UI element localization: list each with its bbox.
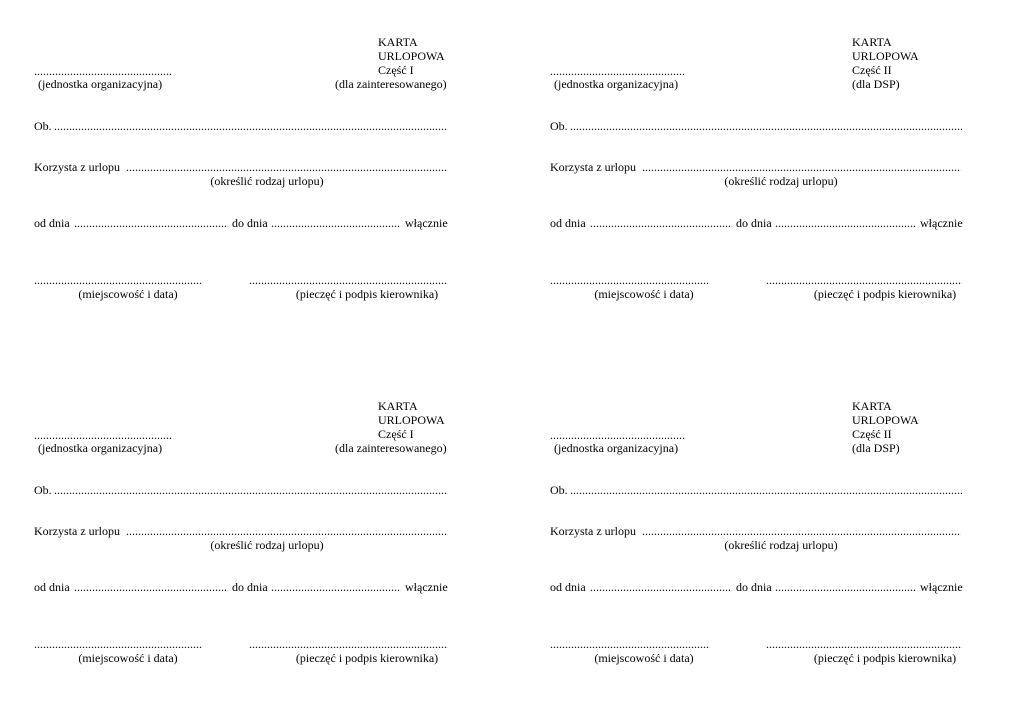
- inclusive-label: włącznie: [405, 216, 448, 230]
- unit-caption: (jednostka organizacyjna): [554, 441, 679, 455]
- unit-field[interactable]: [34, 428, 172, 442]
- card-recipient: (dla DSP): [852, 441, 900, 455]
- from-label: od dnia: [550, 216, 586, 230]
- person-label: Ob.: [550, 119, 568, 133]
- leave-label: Korzysta z urlopu: [34, 524, 120, 538]
- leave-caption: (określić rodzaj urlopu): [210, 174, 324, 188]
- unit-caption: (jednostka organizacyjna): [38, 441, 163, 455]
- unit-field[interactable]: [550, 428, 686, 442]
- place-date-caption: (miejscowość i data): [594, 287, 694, 301]
- card-part: Część II: [852, 427, 892, 441]
- leave-card-part-2-bottom: [550, 398, 970, 698]
- signature-caption: (pieczęć i podpis kierownika): [295, 287, 439, 301]
- leave-label: Korzysta z urlopu: [550, 160, 636, 174]
- place-date-field[interactable]: [34, 273, 202, 287]
- person-field[interactable]: [570, 483, 962, 497]
- leave-type-field[interactable]: [642, 524, 961, 538]
- to-label: do dnia: [736, 216, 772, 230]
- card-title-line2: URLOPOWA: [852, 413, 919, 427]
- unit-caption: (jednostka organizacyjna): [38, 77, 163, 91]
- signature-caption: (pieczęć i podpis kierownika): [813, 287, 957, 301]
- card-recipient: (dla DSP): [852, 77, 900, 91]
- card-part: Część II: [852, 63, 892, 77]
- card-title-line1: KARTA: [852, 399, 892, 413]
- inclusive-label: włącznie: [920, 580, 963, 594]
- leave-label: Korzysta z urlopu: [550, 524, 636, 538]
- signature-field[interactable]: [766, 273, 962, 287]
- unit-caption: (jednostka organizacyjna): [554, 77, 679, 91]
- signature-field[interactable]: [249, 637, 448, 651]
- card-part: Część I: [378, 63, 414, 77]
- place-date-caption: (miejscowość i data): [78, 651, 178, 665]
- leave-type-field[interactable]: [642, 160, 961, 174]
- from-date-field[interactable]: [74, 580, 228, 594]
- from-label: od dnia: [34, 216, 70, 230]
- from-label: od dnia: [550, 580, 586, 594]
- person-label: Ob.: [34, 483, 52, 497]
- to-date-field[interactable]: [775, 580, 916, 594]
- card-title-line2: URLOPOWA: [378, 413, 445, 427]
- leave-card-part-1-top: [34, 34, 454, 334]
- card-title-line1: KARTA: [378, 35, 418, 49]
- leave-caption: (określić rodzaj urlopu): [210, 538, 324, 552]
- card-title-line1: KARTA: [852, 35, 892, 49]
- signature-field[interactable]: [766, 637, 962, 651]
- place-date-caption: (miejscowość i data): [78, 287, 178, 301]
- leave-caption: (określić rodzaj urlopu): [724, 538, 838, 552]
- from-label: od dnia: [34, 580, 70, 594]
- to-date-field[interactable]: [775, 216, 916, 230]
- to-date-field[interactable]: [271, 580, 401, 594]
- leave-caption: (określić rodzaj urlopu): [724, 174, 838, 188]
- person-label: Ob.: [34, 119, 52, 133]
- person-field[interactable]: [570, 119, 962, 133]
- card-title-line1: KARTA: [378, 399, 418, 413]
- leave-label: Korzysta z urlopu: [34, 160, 120, 174]
- card-title-line2: URLOPOWA: [378, 49, 445, 63]
- from-date-field[interactable]: [74, 216, 228, 230]
- leave-card-part-2-top: [550, 34, 970, 334]
- leave-type-field[interactable]: [126, 524, 448, 538]
- card-part: Część I: [378, 427, 414, 441]
- from-date-field[interactable]: [590, 580, 732, 594]
- card-recipient: (dla zainteresowanego): [335, 441, 447, 455]
- leave-card-part-1-bottom: [34, 398, 454, 698]
- place-date-field[interactable]: [34, 637, 202, 651]
- signature-caption: (pieczęć i podpis kierownika): [813, 651, 957, 665]
- unit-field[interactable]: [34, 64, 172, 78]
- place-date-field[interactable]: [550, 637, 710, 651]
- place-date-field[interactable]: [550, 273, 710, 287]
- person-label: Ob.: [550, 483, 568, 497]
- inclusive-label: włącznie: [920, 216, 963, 230]
- person-field[interactable]: [54, 483, 448, 497]
- to-date-field[interactable]: [271, 216, 401, 230]
- to-label: do dnia: [232, 580, 268, 594]
- person-field[interactable]: [54, 119, 448, 133]
- place-date-caption: (miejscowość i data): [594, 651, 694, 665]
- leave-type-field[interactable]: [126, 160, 448, 174]
- signature-caption: (pieczęć i podpis kierownika): [295, 651, 439, 665]
- inclusive-label: włącznie: [405, 580, 448, 594]
- card-title-line2: URLOPOWA: [852, 49, 919, 63]
- unit-field[interactable]: [550, 64, 686, 78]
- signature-field[interactable]: [249, 273, 448, 287]
- from-date-field[interactable]: [590, 216, 732, 230]
- card-recipient: (dla zainteresowanego): [335, 77, 447, 91]
- to-label: do dnia: [232, 216, 268, 230]
- to-label: do dnia: [736, 580, 772, 594]
